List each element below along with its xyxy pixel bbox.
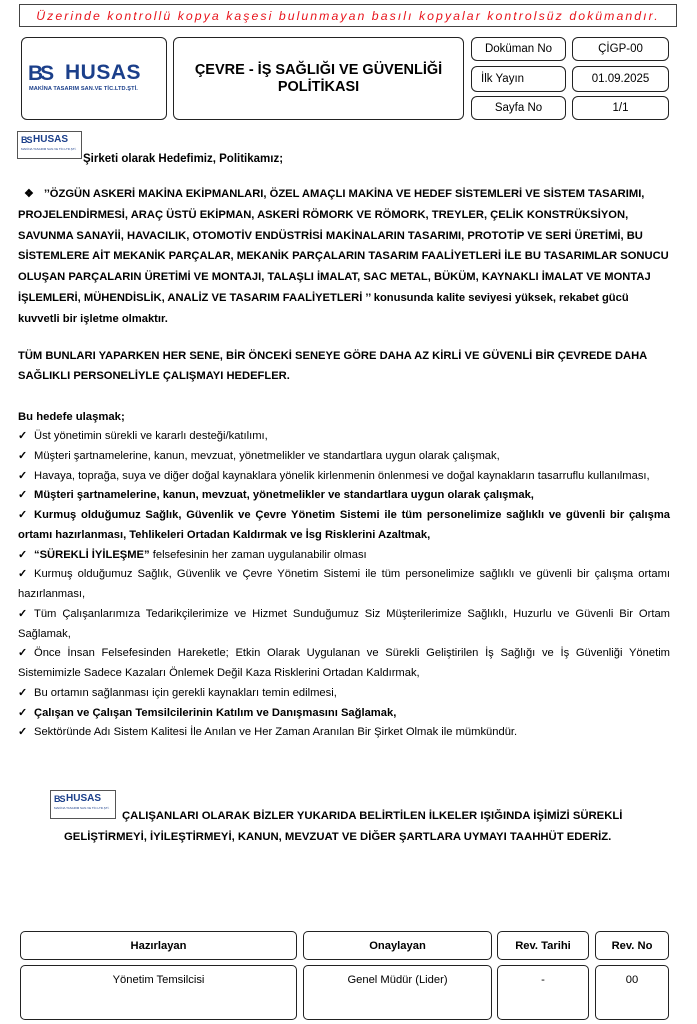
rev-no-value: 00 — [595, 965, 669, 1020]
list-item: ✓ Tüm Çalışanlarımıza Tedarikçilerimize ve Hizmet Sunduğumuz Siz Müşterilerimize Sağlıklı, Huzurlu ve Güvenli Bir Ortam Sağlamak, — [18, 605, 670, 645]
scope-paragraph — [18, 184, 670, 330]
page-label: Sayfa No — [471, 96, 566, 120]
check-icon: ✓ — [18, 686, 28, 699]
intro-text: Şirketi olarak Hedefimiz, Politikamız; — [83, 153, 284, 165]
approved-by-header: Onaylayan — [303, 931, 492, 960]
list-item: ✓ Çalışan ve Çalışan Temsilcilerinin Katılım ve Danışmasını Sağlamak, — [18, 704, 670, 724]
check-icon: ✓ — [18, 726, 28, 739]
goal-heading: Bu hedefe ulaşmak; — [18, 411, 125, 423]
commitment-logo-wordmark: HUSAS — [66, 793, 102, 804]
list-item: ✓ Kurmuş olduğumuz Sağlık, Güvenlik ve Çevre Yönetim Sistemi ile tüm personelimize sağlıklı ve güvenli bir çalışma ortamı hazırlanması, — [18, 565, 670, 605]
list-item: ✓ “SÜREKLİ İYİLEŞME” felsefesinin her zaman uygulanabilir olması — [18, 546, 670, 566]
logo-subtitle: MAKİNA TASARIM SAN.VE TİC.LTD.ŞTİ. — [29, 86, 138, 92]
prepared-by-header: Hazırlayan — [20, 931, 297, 960]
rev-no-header: Rev. No — [595, 931, 669, 960]
check-icon: ✓ — [18, 430, 28, 442]
scope-text: ’’ÖZGÜN ASKERİ MAKİNA EKİPMANLARI, ÖZEL AMAÇLI MAKİNA VE HEDEF SİSTEMLERİ VE SİSTEM TASARIMI, PROJELENDİRMESİ, ARAÇ ÜSTÜ EKİPMAN, ASKERİ RÖMORK VE RÖMORK, TREYLER, ÇELİK KONSTRÜKSİYON, SAVUNMA SANAYİİ, HAVACILIK, OTOMOTİV ENDÜSTRİSİ MAKİNALARIN TASARIMI, PROTOTİP VE SERİ ÜRETİMİ, BU SİSTEMLERE AİT MEKANİK PARÇALAR, MEKANİK PARÇALARIN TASARIM FAALİYETLERİ İLE BU TASARIMLAR SONUCU OLUŞAN PARÇALARIN ÜRETİMİ VE MONTAJI, TALAŞLI İMALAT, SAC METAL, BÜKÜM, KAYNAKLI İMALAT VE MONTAJ İŞLEMLERİ, MÜHENDİSLİK, ANALİZ VE TASARIM FAALİYETLERİ ’’ konusunda kalite seviyesi yüksek, rekabet gücü kuvvetli bir işletme olmaktır. — [18, 188, 669, 325]
release-label: İlk Yayın — [471, 66, 566, 92]
title-line-1: ÇEVRE - İŞ SAĞLIĞI VE GÜVENLİĞİ — [194, 61, 443, 78]
check-icon: ✓ — [18, 509, 28, 521]
rev-date-value: - — [497, 965, 589, 1020]
prepared-by-value: Yönetim Temsilcisi — [20, 965, 297, 1020]
doc-no-value: ÇİGP-00 — [572, 37, 669, 61]
doc-no-label: Doküman No — [471, 37, 566, 61]
company-logo-box — [21, 37, 167, 120]
list-item: ✓ Havaya, toprağa, suya ve diğer doğal kaynaklara yönelik kirlenmenin önlenmesi ve doğal kaynakların tasarruflu kullanılması, — [18, 467, 670, 487]
list-item: ✓ Müşteri şartnamelerine, kanun, mevzuat, yönetmelikler ve standartlara uygun olarak çalışmak, — [18, 486, 670, 506]
commitment-logo-subtitle: MAKİNA TASARIM SAN.VE TİC.LTD.ŞTİ. — [54, 806, 110, 810]
list-item: ✓ Önce İnsan Felsefesinden Hareketle; Etkin Olarak Uygulanan ve Sürekli Geliştirilen İş Sağlığı ve İş Güvenliği Yönetim Sistemimizle Sadece Kazaları Önlemek Değil Kaza Risklerini Ortadan Kaldırmak, — [18, 644, 670, 684]
list-item: ✓ Üst yönetimin sürekli ve kararlı desteği/katılımı, — [18, 427, 670, 447]
list-item: ✓ Müşteri şartnamelerine, kanun, mevzuat, yönetmelikler ve standartlara uygun olarak çalışmak, — [18, 447, 670, 467]
goal-statement: TÜM BUNLARI YAPARKEN HER SENE, BİR ÖNCEKİ SENEYE GÖRE DAHA AZ KİRLİ VE GÜVENLİ BİR ÇEVREDE DAHA SAĞLIKLI PERSONELİYLE ÇALIŞMAYI HEDEFLER. — [18, 350, 647, 383]
check-icon: ✓ — [18, 647, 28, 660]
check-icon: ✓ — [18, 548, 28, 561]
small-logo-wordmark: HUSAS — [33, 134, 69, 145]
check-icon: ✓ — [18, 449, 28, 462]
document-title — [173, 37, 464, 120]
list-item: ✓ Kurmuş olduğumuz Sağlık, Güvenlik ve Çevre Yönetim Sistemi ile tüm personelimize sağlıklı ve güvenli bir çalışma ortamı hazırlanması, Tehlikeleri Ortadan Kaldırmak ve İsg Risklerini Azaltmak, — [18, 506, 670, 546]
small-logo-mark: BS — [21, 135, 32, 145]
check-icon: ✓ — [18, 706, 28, 719]
policy-checklist — [18, 427, 670, 743]
commitment-logo-mark: BS — [54, 794, 65, 804]
list-item: ✓ Bu ortamın sağlanması için gerekli kaynakları temin edilmesi, — [18, 684, 670, 704]
check-icon: ✓ — [18, 489, 28, 502]
check-icon: ✓ — [18, 469, 28, 482]
rev-date-header: Rev. Tarihi — [497, 931, 589, 960]
small-logo — [17, 131, 82, 159]
logo-wordmark: HUSAS — [65, 61, 142, 84]
company-logo — [28, 63, 166, 97]
release-value: 01.09.2025 — [572, 66, 669, 92]
control-warning-banner: Üzerinde kontrollü kopya kaşesi bulunmayan basılı kopyalar kontrolsüz dokümandır. — [19, 4, 677, 27]
small-logo-subtitle: MAKİNA TASARIM SAN.VE TİC.LTD.ŞTİ. — [21, 147, 77, 151]
commitment-statement: ÇALIŞANLARI OLARAK BİZLER YUKARIDA BELİRTİLEN İLKELER IŞIĞINDA İŞİMİZİ SÜREKLİ GELİŞTİRMEYİ, İYİLEŞTİRMEYİ, KANUN, MEVZUAT VE DİĞER ŞARTLARA UYMAYI TAAHHÜT EDERİZ. — [64, 810, 623, 843]
check-icon: ✓ — [18, 568, 28, 581]
list-item: ✓ Sektöründe Adı Sistem Kalitesi İle Anılan ve Her Zaman Aranılan Bir Şirket Olmak ile mümkündür. — [18, 723, 670, 743]
logo-mark: BS — [28, 62, 52, 85]
page-value: 1/1 — [572, 96, 669, 120]
approved-by-value: Genel Müdür (Lider) — [303, 965, 492, 1020]
diamond-bullet-icon: ❖ — [24, 188, 35, 200]
check-icon: ✓ — [18, 607, 28, 620]
title-line-2: POLİTİKASI — [277, 78, 360, 95]
